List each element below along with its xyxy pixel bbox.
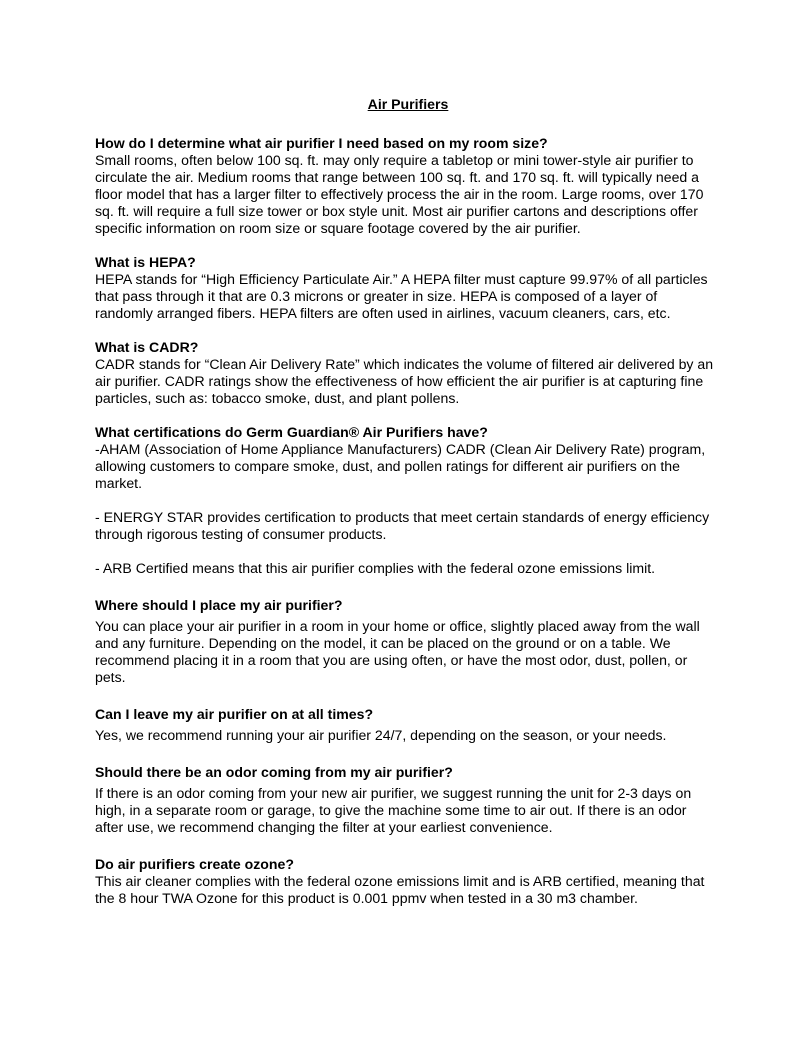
faq-question: How do I determine what air purifier I need based on my room size?	[95, 135, 548, 151]
faq-question: Do air purifiers create ozone?	[95, 856, 294, 872]
faq-section-hepa	[95, 254, 715, 322]
faq-question: Should there be an odor coming from my air purifier?	[95, 764, 453, 780]
document-content	[95, 96, 715, 924]
faq-section-always-on	[95, 706, 715, 744]
faq-section-certifications	[95, 424, 715, 577]
faq-answer: Small rooms, often below 100 sq. ft. may only require a tabletop or mini tower-style air purifier to circulate the air. Medium rooms that range between 100 sq. ft. and 170 sq. ft. will typically need a floor model that has a larger filter to effectively process the air in the room. Large rooms, over 170 sq. ft. will require a full size tower or box style unit. Most air purifier cartons and descriptions offer specific information on room size or square footage covered by the air purifier.	[95, 152, 704, 236]
faq-answer: CADR stands for “Clean Air Delivery Rate” which indicates the volume of filtered air delivered by an air purifier. CADR ratings show the effectiveness of how efficient the air purifier is at capturing fine particles, such as: tobacco smoke, dust, and plant pollens.	[95, 356, 714, 406]
faq-question: Can I leave my air purifier on at all times?	[95, 706, 374, 722]
faq-section-room-size	[95, 135, 715, 237]
faq-answer-aham: -AHAM (Association of Home Appliance Manufacturers) CADR (Clean Air Delivery Rate) program, allowing customers to compare smoke, dust, and pollen ratings for different air purifiers on the market.	[95, 441, 706, 491]
faq-section-odor	[95, 764, 715, 836]
faq-answer: Yes, we recommend running your air purifier 24/7, depending on the season, or your needs.	[95, 727, 667, 743]
faq-section-placement	[95, 597, 715, 686]
faq-section-cadr	[95, 339, 715, 407]
faq-section-ozone	[95, 856, 715, 907]
faq-answer: You can place your air purifier in a room in your home or office, slightly placed away from the wall and any furniture. Depending on the model, it can be placed on the ground or on a table. We recommend placing it in a room that you are using often, or have the most odor, dust, pollen, or pets.	[95, 618, 700, 685]
faq-answer-energy-star: - ENERGY STAR provides certification to products that meet certain standards of energy efficiency through rigorous testing of consumer products.	[95, 509, 710, 542]
faq-answer: HEPA stands for “High Efficiency Particulate Air.” A HEPA filter must capture 99.97% of all particles that pass through it that are 0.3 microns or greater in size. HEPA is composed of a layer of randomly arranged fibers. HEPA filters are often used in airlines, vacuum cleaners, cars, etc.	[95, 271, 708, 321]
faq-answer-arb: - ARB Certified means that this air purifier complies with the federal ozone emissions limit.	[95, 560, 656, 576]
faq-question: Where should I place my air purifier?	[95, 597, 343, 613]
faq-question: What is HEPA?	[95, 254, 196, 270]
faq-answer: This air cleaner complies with the federal ozone emissions limit and is ARB certified, meaning that the 8 hour TWA Ozone for this product is 0.001 ppmv when tested in a 30 m3 chamber.	[95, 873, 705, 906]
faq-question: What certifications do Germ Guardian® Air Purifiers have?	[95, 424, 488, 440]
document-title: Air Purifiers	[367, 96, 449, 112]
faq-answer: If there is an odor coming from your new air purifier, we suggest running the unit for 2-3 days on high, in a separate room or garage, to give the machine some time to air out. If there is an odor after use, we recommend changing the filter at your earliest convenience.	[95, 785, 692, 835]
faq-question: What is CADR?	[95, 339, 199, 355]
